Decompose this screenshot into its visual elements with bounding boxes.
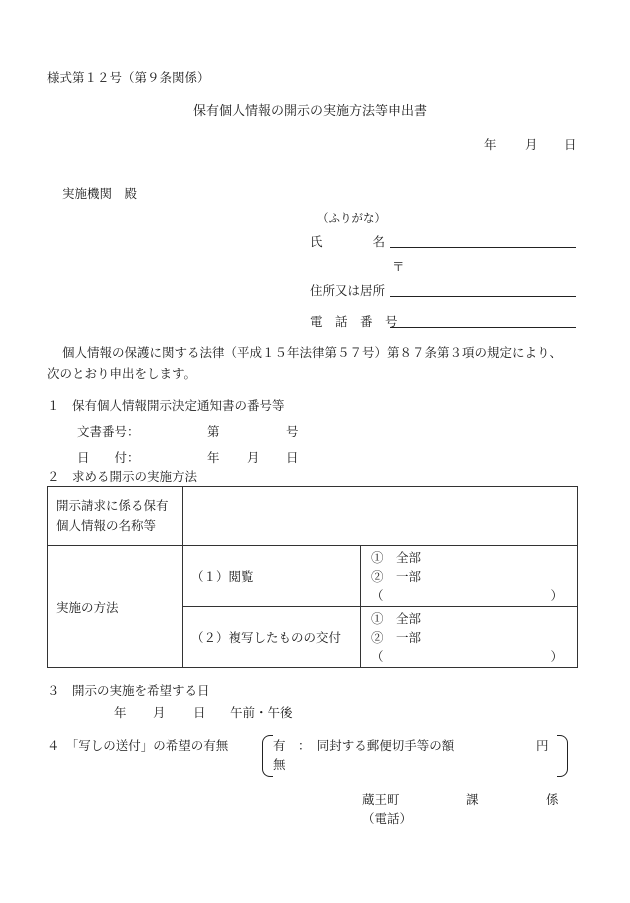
info-name-label-cell	[48, 487, 183, 546]
method-1-option-part[interactable]: ② 一部	[371, 569, 422, 584]
doc-number-go: 号	[286, 424, 299, 439]
method-1-paren-open: （	[371, 588, 384, 603]
date-day: 日	[564, 137, 577, 152]
section-2-heading: ２ 求める開示の実施方法	[47, 469, 198, 484]
decision-date-label: 日 付：	[77, 450, 140, 465]
decision-month: 月	[247, 450, 260, 465]
footer-kakari: 係	[546, 792, 559, 807]
method-2-options	[361, 607, 578, 668]
method-label-cell	[48, 546, 183, 668]
info-name-label-1: 開示請求に係る保有	[56, 498, 169, 513]
right-brace	[557, 735, 568, 777]
name-field[interactable]	[390, 247, 576, 248]
desired-month: 月	[153, 705, 166, 720]
info-name-field[interactable]	[183, 487, 578, 546]
phone-field[interactable]	[390, 327, 576, 328]
form-number: 様式第１２号（第９条関係）	[47, 70, 210, 85]
footer-town: 蔵王町	[362, 792, 400, 807]
address-label: 住所又は居所	[310, 283, 386, 298]
intro-line-1: 個人情報の保護に関する法律（平成１５年法律第５７号）第８７条第３項の規定により、	[62, 345, 563, 360]
send-no[interactable]: 無	[273, 757, 286, 772]
method-2-paren-close: ）	[550, 649, 563, 664]
info-name-label-2: 個人情報の名称等	[56, 518, 157, 533]
phone-label: 電 話 番 号	[310, 314, 398, 329]
section-3-heading: ３ 開示の実施を希望する日	[47, 683, 210, 698]
method-table	[47, 486, 578, 668]
name-label: 氏 名	[310, 234, 386, 249]
method-2-option-part[interactable]: ② 一部	[371, 630, 422, 645]
intro-line-2: 次のとおり申出をします。	[47, 366, 197, 381]
decision-year: 年	[207, 450, 220, 465]
desired-day: 日	[193, 705, 206, 720]
section-1-heading: １ 保有個人情報開示決定通知書の番号等	[47, 398, 285, 413]
address-field[interactable]	[390, 296, 576, 297]
left-brace	[262, 735, 273, 777]
form-title: 保有個人情報の開示の実施方法等申出書	[193, 104, 428, 119]
footer-phone: （電話）	[362, 811, 413, 826]
method-1-options	[361, 546, 578, 607]
furigana-label: （ふりがな）	[317, 211, 386, 225]
desired-year: 年	[114, 705, 127, 720]
doc-number-label: 文書番号：	[77, 424, 140, 439]
send-yen: 円	[536, 738, 549, 753]
send-yes[interactable]: 有 ： 同封する郵便切手等の額	[273, 738, 455, 753]
section-4-heading: ４ 「写しの送付」の希望の有無	[47, 738, 229, 753]
date-year: 年	[484, 137, 497, 152]
postal-mark: 〒	[392, 259, 405, 274]
method-2-cell	[183, 607, 361, 668]
method-1-paren-close: ）	[550, 588, 563, 603]
method-2-label: （２）複写したものの交付	[191, 630, 342, 645]
method-1-option-all[interactable]: ① 全部	[371, 550, 422, 565]
doc-number-dai: 第	[207, 424, 220, 439]
method-2-option-all[interactable]: ① 全部	[371, 611, 422, 626]
date-month: 月	[525, 137, 538, 152]
method-label: 実施の方法	[56, 599, 119, 615]
desired-ampm[interactable]: 午前・午後	[230, 705, 293, 720]
method-1-cell	[183, 546, 361, 607]
footer-ka: 課	[466, 792, 479, 807]
addressee: 実施機関 殿	[62, 186, 138, 201]
method-1-label: （１）閲覧	[191, 569, 254, 584]
decision-day: 日	[286, 450, 299, 465]
method-2-paren-open: （	[371, 649, 384, 664]
